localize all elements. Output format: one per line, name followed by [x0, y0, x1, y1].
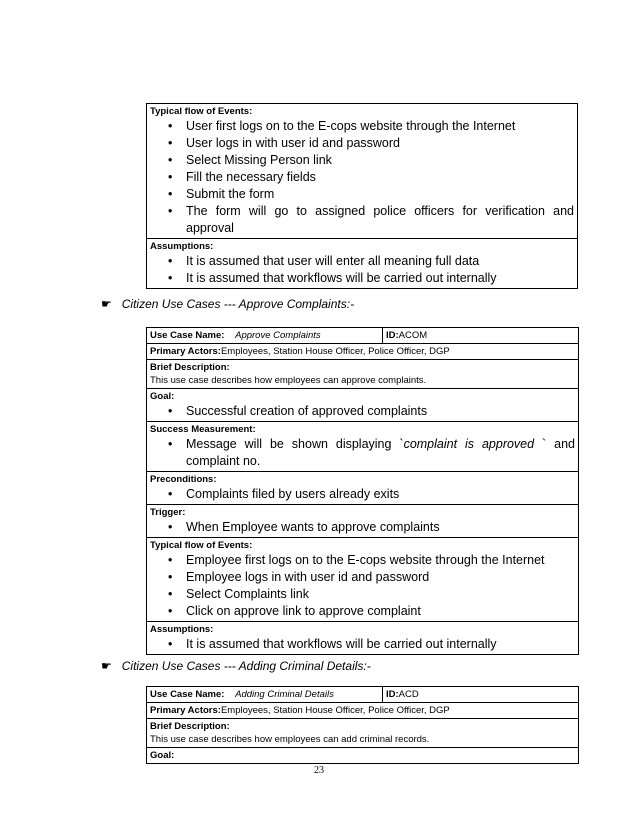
- primary-actors-label: Primary Actors:: [150, 346, 221, 357]
- use-case-table-adding-criminal-details: [146, 686, 579, 764]
- list-item: • The form will go to assigned police officers for verification and approval: [168, 203, 574, 237]
- heading-text: Citizen Use Cases --- Approve Complaints:-: [121, 297, 355, 311]
- flow-of-events-list: [150, 552, 575, 620]
- goal-cell: [147, 389, 579, 422]
- list-item: [168, 436, 575, 470]
- heading-text: Citizen Use Cases --- Adding Criminal Details:-: [121, 659, 371, 673]
- success-text-italic: complaint is approved: [403, 437, 535, 451]
- use-case-name-value: Adding Criminal Details: [235, 689, 334, 700]
- list-item: • Click on approve link to approve complaint: [168, 603, 575, 620]
- primary-actors-value: Employees, Station House Officer, Police Officer, DGP: [220, 705, 450, 716]
- trigger-list: [150, 519, 575, 536]
- pointing-hand-icon: ☛: [101, 297, 112, 311]
- goal-label: Goal:: [150, 750, 175, 761]
- success-measurement-label: Success Measurement:: [150, 424, 256, 435]
- use-case-id-cell: [383, 328, 579, 344]
- primary-actors-cell: [147, 703, 579, 719]
- use-case-name-cell: [147, 328, 383, 344]
- list-item: • Successful creation of approved complaints: [168, 403, 575, 420]
- brief-description-value: This use case describes how employees can approve complaints.: [150, 375, 427, 386]
- goal-list: [150, 403, 575, 420]
- list-item: • It is assumed that workflows will be carried out internally: [168, 636, 575, 653]
- assumptions-list: [150, 253, 574, 287]
- assumptions-label: Assumptions:: [150, 241, 214, 252]
- primary-actors-cell: [147, 344, 579, 360]
- list-item: • Employee first logs on to the E-cops website through the Internet: [168, 552, 575, 569]
- list-item: • When Employee wants to approve complaints: [168, 519, 575, 536]
- list-item: • Employee logs in with user id and password: [168, 569, 575, 586]
- list-item: • It is assumed that workflows will be carried out internally: [168, 270, 574, 287]
- use-case-id-cell: [383, 687, 579, 703]
- primary-actors-value: Employees, Station House Officer, Police Officer, DGP: [220, 346, 450, 357]
- list-item: • Submit the form: [168, 186, 574, 203]
- use-case-id-label: ID:: [386, 689, 399, 700]
- success-measurement-list: [150, 436, 575, 470]
- trigger-cell: [147, 505, 579, 538]
- list-item: • Select Complaints link: [168, 586, 575, 603]
- preconditions-cell: [147, 472, 579, 505]
- list-item: • User logs in with user id and password: [168, 135, 574, 152]
- flow-of-events-list: [150, 118, 574, 237]
- brief-description-label: Brief Description:: [150, 721, 230, 732]
- success-measurement-cell: [147, 422, 579, 472]
- use-case-table-approve-complaints: [146, 327, 579, 655]
- list-item: • Select Missing Person link: [168, 152, 574, 169]
- success-text-pre: Message will be shown displaying `: [186, 437, 404, 451]
- assumptions-cell: [147, 239, 578, 289]
- use-case-id-value: ACOM: [398, 330, 428, 341]
- list-item: • Complaints filed by users already exits: [168, 486, 575, 503]
- section-heading-adding-criminal-details: [101, 659, 371, 673]
- preconditions-list: [150, 486, 575, 503]
- flow-of-events-cell: [147, 104, 578, 239]
- brief-description-cell: [147, 719, 579, 748]
- goal-label: Goal:: [150, 391, 175, 402]
- trigger-label: Trigger:: [150, 507, 186, 518]
- assumptions-label: Assumptions:: [150, 624, 214, 635]
- use-case-table-missing-person: [146, 103, 578, 289]
- list-item: • It is assumed that user will enter all meaning full data: [168, 253, 574, 270]
- page-number: 23: [314, 765, 324, 776]
- list-item: • User first logs on to the E-cops website through the Internet: [168, 118, 574, 135]
- flow-of-events-cell: [147, 538, 579, 622]
- goal-cell: [147, 748, 579, 764]
- brief-description-label: Brief Description:: [150, 362, 230, 373]
- primary-actors-label: Primary Actors:: [150, 705, 221, 716]
- brief-description-value: This use case describes how employees can add criminal records.: [150, 734, 430, 745]
- success-text-post: ` and complaint no.: [186, 437, 575, 468]
- use-case-name-label: Use Case Name:: [150, 330, 225, 341]
- use-case-id-label: ID:: [386, 330, 399, 341]
- flow-of-events-label: Typical flow of Events:: [150, 540, 253, 551]
- preconditions-label: Preconditions:: [150, 474, 217, 485]
- section-heading-approve-complaints: [101, 297, 354, 311]
- pointing-hand-icon: ☛: [101, 659, 112, 673]
- use-case-id-value: ACD: [398, 689, 419, 700]
- use-case-name-label: Use Case Name:: [150, 689, 225, 700]
- assumptions-list: [150, 636, 575, 653]
- flow-of-events-label: Typical flow of Events:: [150, 106, 253, 117]
- brief-description-cell: [147, 360, 579, 389]
- assumptions-cell: [147, 622, 579, 655]
- use-case-name-value: Approve Complaints: [235, 330, 321, 341]
- list-item: • Fill the necessary fields: [168, 169, 574, 186]
- use-case-name-cell: [147, 687, 383, 703]
